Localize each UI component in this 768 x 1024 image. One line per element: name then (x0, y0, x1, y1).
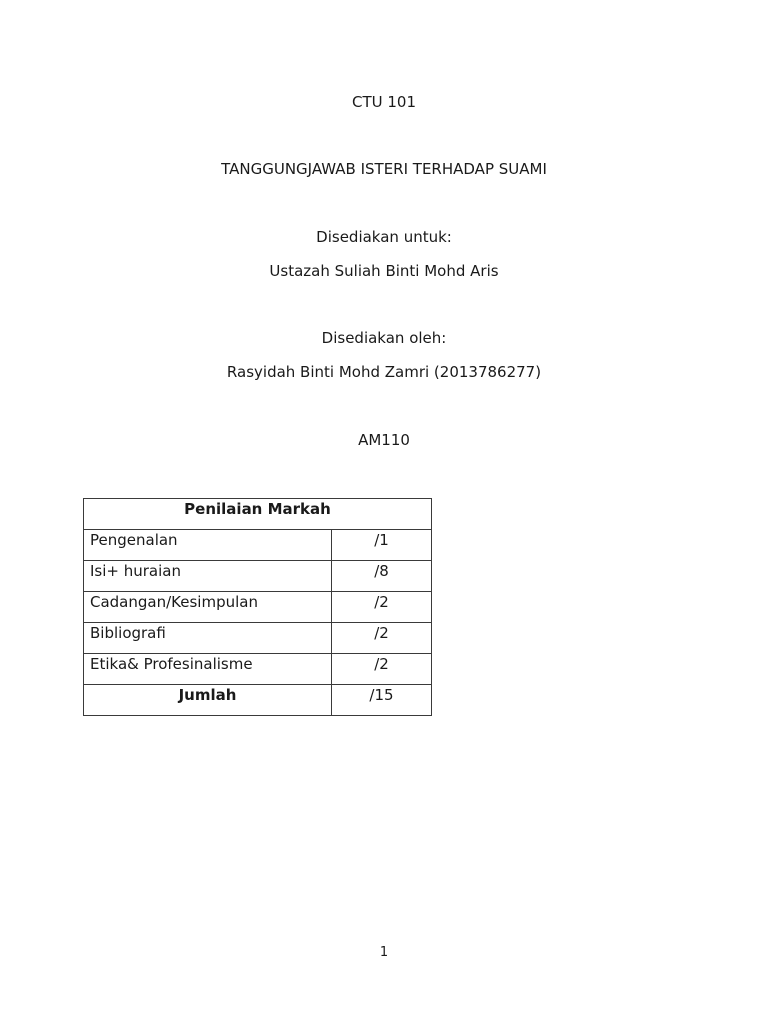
table-row (84, 654, 432, 685)
marks-table-header-row (84, 499, 432, 530)
marks-table-header: Penilaian Markah (84, 499, 432, 530)
score-cell: /2 (332, 654, 432, 685)
criterion-cell: Isi+ huraian (84, 561, 332, 592)
table-row (84, 561, 432, 592)
score-cell: /8 (332, 561, 432, 592)
page-number: 1 (379, 945, 389, 960)
assignment-title: TANGGUNGJAWAB ISTERI TERHADAP SUAMI (221, 160, 547, 178)
prepared-for-label: Disediakan untuk: (316, 228, 452, 246)
table-row (84, 530, 432, 561)
criterion-cell: Etika& Profesinalisme (84, 654, 332, 685)
prepared-by-name: Rasyidah Binti Mohd Zamri (2013786277) (226, 363, 542, 381)
total-score: /15 (332, 685, 432, 716)
score-cell: /2 (332, 592, 432, 623)
criterion-cell: Pengenalan (84, 530, 332, 561)
score-cell: /1 (332, 530, 432, 561)
prepared-for-name: Ustazah Suliah Binti Mohd Aris (269, 262, 499, 280)
criterion-cell: Bibliografi (84, 623, 332, 654)
prepared-by-label: Disediakan oleh: (321, 329, 447, 347)
score-cell: /2 (332, 623, 432, 654)
course-code: CTU 101 (351, 93, 416, 111)
table-row (84, 592, 432, 623)
class-code: AM110 (358, 431, 410, 449)
total-label: Jumlah (84, 685, 332, 716)
table-row (84, 623, 432, 654)
criterion-cell: Cadangan/Kesimpulan (84, 592, 332, 623)
total-row (84, 685, 432, 716)
marks-table (83, 498, 432, 716)
